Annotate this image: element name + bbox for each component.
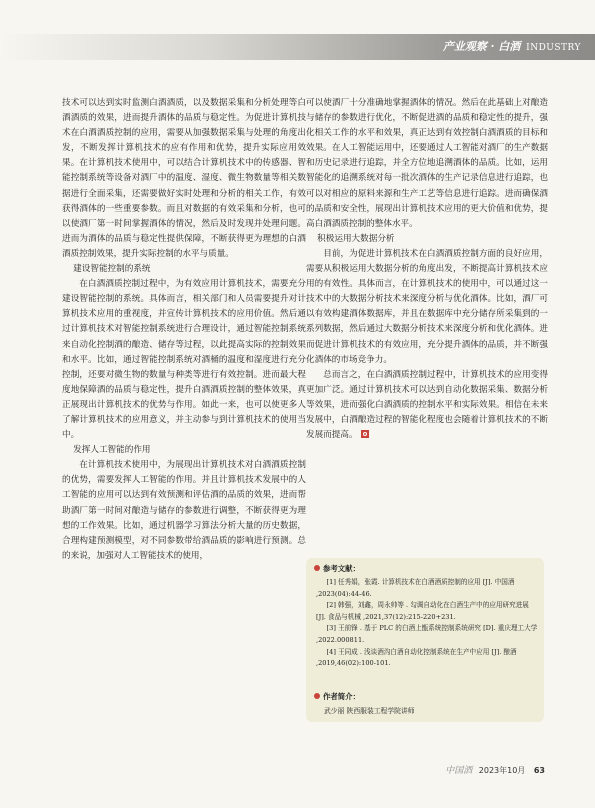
author-info: 武少丽 陕西服装工程学院讲师 <box>324 707 415 715</box>
paragraph: 目前，为促进计算机技术在白酒酒质控制方面的良好应用，需要从积极运用大数据分析的角度出发，不断提高计算机技术应用的有效性。具体而言，在计算机技术的使用中，可以通过这一技术中的大数据分析技术来深度分析与优化酒体。比如，酒厂可以有效构建酒体数据库，并且在数据库中充分储存所采集到的一系列数据，然后通过大数据分析技术来深度分析和优化酒体。进而促进计算机技术的有效应用，充分提升酒体的品质，并不断强化酒体的市场竞争力。 <box>306 248 548 365</box>
subheading: 积极运用大数据分析 <box>317 233 395 244</box>
left-column <box>62 96 306 564</box>
page-footer <box>445 763 545 776</box>
references-box <box>306 558 544 722</box>
author-title-text: 作者简介： <box>323 692 360 701</box>
references-list <box>316 577 538 670</box>
reference-item: [4] 王同成 . 浅谈酒沟白酒自动化控制系统在生产中应用 [J]. 酿酒 ,2019,46(02):100-101. <box>316 647 517 668</box>
reference-item: [2] 韩强，刘鑫，周永帅等 . 勾调自动化在白酒生产中的应用研究进展 [J]. 食品与机械 ,2021,37(12):215-220+231. <box>316 601 529 621</box>
section-title-en: INDUSTRY <box>526 43 581 53</box>
page-number: 63 <box>533 766 545 775</box>
magazine-logo: 中国酒 <box>445 766 473 776</box>
paragraph: 在计算机技术使用中，为展现出计算机技术对白酒酒质控制的优势，需要发挥人工智能的作用。并且计算机技术发展中的人工智能的应用可以达到有效预测和评估酒的品质的效果，进而帮助酒厂第一时间对酿造与储存的参数进行调整，不断获得更为理想的工作效果。比如，通过机器学习算法分析大量的历史数据，合理构建预测模型，对不同参数带给酒品质的影响进行预测。总的来说，加强对人工智能技术的使用， <box>62 460 306 561</box>
author-title <box>314 691 360 703</box>
references-title-text: 参考文献： <box>323 564 360 573</box>
end-mark-icon <box>361 430 369 438</box>
references-title <box>314 563 360 575</box>
bullet-icon <box>314 693 320 699</box>
paragraph: 可以使酒厂十分准确地掌握酒体的情况。然后在此基础上对酿造与储存的参数进行优化，不断促进酒的品质和稳定性的提升，强化相关工作的水平和效果，真正达到有效控制白酒酒质的目标和效果。在人工智能运用中，还要通过人工智能对酒厂的生产数据和历史记录进行追踪，并全方位地追溯酒体的品质。比如，运用智能化的追溯系统对每一批次酒体的生产记录信息进行追踪，也可以对相应的原料来源和生产工艺等信息进行追踪。进而确保酒的品质和安全性，展现出计算机技术应用的更大价值和优势，提高白酒酒质控制的整体水平。 <box>306 98 548 229</box>
conclusion-text: 总而言之，在白酒酒质控制过程中，计算机技术的应用变得更加广泛。通过计算机技术可以达到自动化数据采集、数据分析等效果，进而强化白酒酒质的控制水平和实际效果。相信在未来发展中，白酒酿造过程的智能化程度也会随着计算机技术的不断发展而提高。 <box>306 369 548 441</box>
subheading: 建设智能控制的系统 <box>73 264 151 275</box>
paragraph-conclusion <box>306 368 548 443</box>
section-header <box>443 37 581 57</box>
paragraph: 在白酒酒质控制过程中，为有效应用计算机技术，需要充分建设智能控制的系统。具体而言，相关部门和人员需要提升对计算机技术应用的重视度，并宣传计算机技术的应用价值。然后通过计算机技术对智能控制系统进行合理设计，通过智能控制系统来自动化控制酒的酿造、储存等过程，以此提高实际的控制效果和水平。比如，通过智能控制系统对酒桶的温度和湿度进行充分控制，还要对微生物的数量与种类等进行有效控制。进而最大程度地保障酒的品质与稳定性，提升白酒酒质控制的整体效果，真正展现出计算机技术的优势与作用。如此一来，也可以使更多人了解计算机技术的应用意义，并主动参与到计算机技术的使用当中。 <box>62 279 306 441</box>
bullet-icon <box>314 565 320 571</box>
subheading: 发挥人工智能的作用 <box>73 445 151 456</box>
right-column <box>306 96 548 443</box>
reference-item: [3] 王前锋 . 基于 PLC 的白酒上甑系统控制系统研究 [D]. 重庆理工大学 ,2022.000811. <box>316 624 538 644</box>
reference-item: [1] 任秀娟，张霞. 计算机技术在白酒酒质控制的应用 [J]. 中国酒 ,2023(04):44-46. <box>316 578 515 598</box>
paragraph: 技术可以达到实时监测白酒酒质，以及数据采集和分析处理等白酒酒质的效果，进而提升酒体的品质与稳定性。为促进计算机技术在白酒酒质控制的应用，需要从加强数据采集与处理的角度出发，不断发挥计算机技术的应有作用和优势，提升实际应用效果。在计算机技术使用中，可以结合计算机技术中的传感器、智能控制系统等设备对酒厂中的温度、湿度、微生物数量等相关数据进行全面采集，还需要做好实时处理和分析的相关工作，有效获得酒体的一些重要参数。而且对数据的有效采集和分析，也可以使酒厂第一时间掌握酒体的情况，然后及时发现并处理问题。进而为酒体的品质与稳定性提供保障，不断获得更为理想的白酒酒质控制效果，提升实际控制的水平与质量。 <box>62 98 306 259</box>
issue-date: 2023年10月 <box>478 766 526 775</box>
section-title: 产业观察 · 白酒 <box>442 40 521 53</box>
